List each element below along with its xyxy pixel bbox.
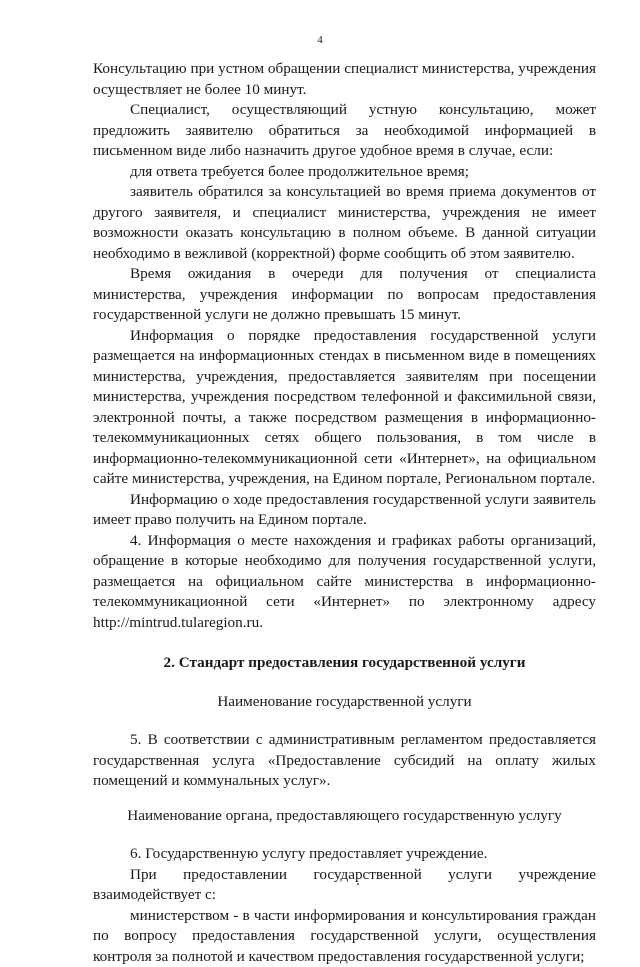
paragraph-info-placement: Информация о порядке предоставления государственной услуги размещается на информационных стендах в письменном виде в помещениях министерства, учреждения, предоставляется заявителям при посещении министерства, учреждения посредством телефонной и факсимильной связи, электронной почты, а также посредством размещения в информационно-телекоммуникационных сетях общего пользования, в том числе в информационно-телекоммуникационной сети «Интернет», на официальном сайте министерства, учреждения, на Едином портале, Региональном портале. [93,326,596,490]
paragraph-ministry-role: министерством - в части информирования и консультирования граждан по вопросу предоставления государственной услуги, осуществления контроля за полнотой и качеством предоставления государственной услуги; [93,906,596,967]
section-heading: 2. Стандарт предоставления государственной услуги [93,653,596,674]
scan-speck [357,883,359,885]
paragraph-waiting-time: Время ожидания в очереди для получения от специалиста министерства, учреждения информации по вопросам предоставления государственной услуги не должно превышать 15 минут. [93,264,596,326]
page-number: 4 [0,34,640,46]
paragraph-4-locations: 4. Информация о месте нахождения и графиках работы организаций, обращение в которые необходимо для получения государственной услуги, размещается на официальном сайте министерства в информационно-телекоммуникационной сети «Интернет» по электронному адресу http://mintrud.tularegion.ru. [93,531,596,634]
subheading-service-name: Наименование государственной услуги [93,692,596,713]
document-body [93,59,596,967]
paragraph-5-service: 5. В соответствии с административным регламентом предоставляется государственная услуга «Предоставление субсидий на оплату жилых помещений и коммунальных услуг». [93,730,596,792]
paragraph-consultation-time: Консультацию при устном обращении специалист министерства, учреждения осуществляет не более 10 минут. [93,59,596,100]
paragraph-during-reception: заявитель обратился за консультацией во время приема документов от другого заявителя, и специалист министерства, учреждения не имеет возможности оказать консультацию в полном объеме. В данной ситуации необходимо в вежливой (корректной) форме сообщить об этом заявителю. [93,182,596,264]
paragraph-6-provider: 6. Государственную услугу предоставляет учреждение. [93,844,596,865]
paragraph-progress-info: Информацию о ходе предоставления государственной услуги заявитель имеет право получить на Едином портале. [93,490,596,531]
paragraph-longer-time: для ответа требуется более продолжительное время; [93,162,596,183]
paragraph-specialist-offer: Специалист, осуществляющий устную консультацию, может предложить заявителю обратиться за необходимой информацией в письменном виде либо назначить другое удобное время в случае, если: [93,100,596,162]
subheading-authority-name: Наименование органа, предоставляющего государственную услугу [93,806,596,827]
paragraph-interaction: При предоставлении государственной услуги учреждение взаимодействует с: [93,865,596,906]
